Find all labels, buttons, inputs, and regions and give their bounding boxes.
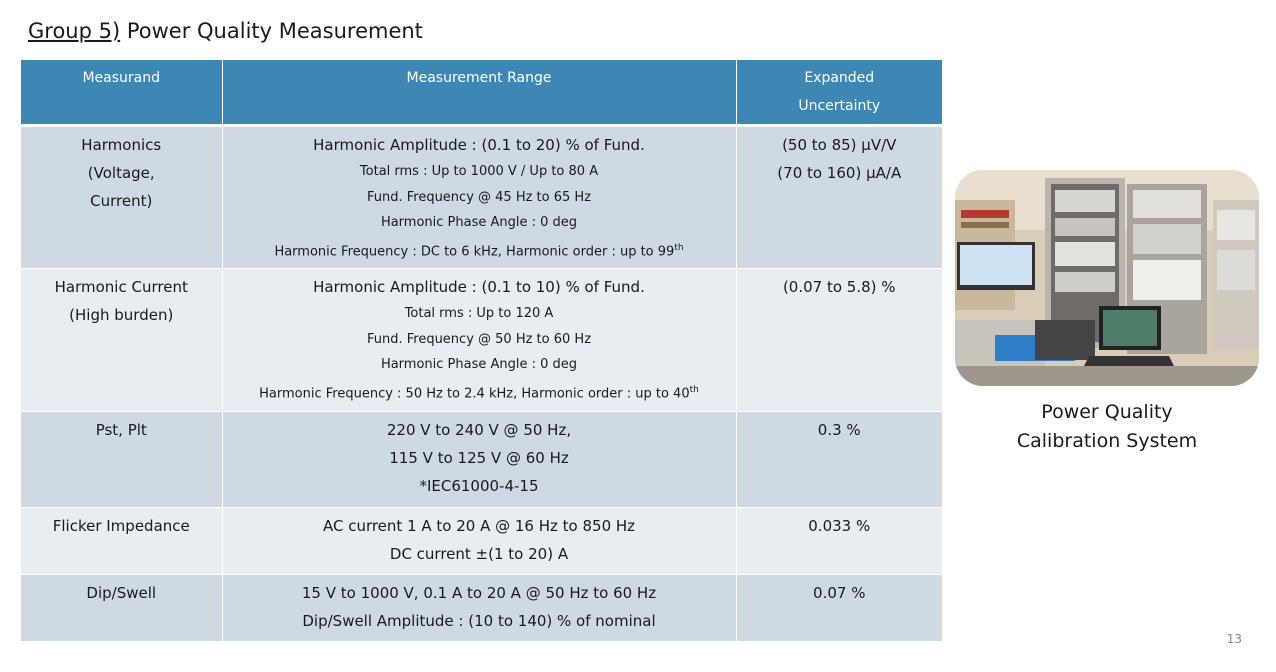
- table-header-row: [21, 60, 942, 126]
- table-row: [21, 269, 942, 411]
- photo-caption: Power Quality Calibration System: [1016, 401, 1198, 452]
- lab-photo: [955, 170, 1259, 386]
- uncertainty-cell: (0.07 to 5.8) %: [736, 269, 942, 411]
- measurand-cell: Dip/Swell: [21, 574, 222, 641]
- measurand-cell: Harmonics (Voltage, Current): [21, 126, 222, 269]
- table-row: [21, 126, 942, 269]
- uncertainty-cell: 0.07 %: [736, 574, 942, 641]
- page-number: 13: [1226, 632, 1242, 646]
- group-label: Group 5): [28, 19, 121, 43]
- uncertainty-cell: 0.3 %: [736, 411, 942, 507]
- slide-title: [28, 19, 423, 43]
- measurement-table: [21, 60, 942, 642]
- range-cell: AC current 1 A to 20 A @ 16 Hz to 850 Hz DC current ±(1 to 20) A: [222, 507, 736, 574]
- measurand-cell: Flicker Impedance: [21, 507, 222, 574]
- header-measurand: Measurand: [21, 60, 222, 126]
- header-expanded-uncertainty: Expanded Uncertainty: [736, 60, 942, 126]
- uncertainty-cell: (50 to 85) μV/V (70 to 160) μA/A: [736, 126, 942, 269]
- table-row: [21, 574, 942, 641]
- measurand-cell: Harmonic Current (High burden): [21, 269, 222, 411]
- title-text: Power Quality Measurement: [126, 19, 423, 43]
- calibration-lab-image: [955, 170, 1259, 386]
- header-measurement-range: Measurement Range: [222, 60, 736, 126]
- table-row: [21, 411, 942, 507]
- range-cell: Harmonic Amplitude : (0.1 to 10) % of Fund. Total rms : Up to 120 A Fund. Frequency @ 50 Hz to 60 Hz Harmonic Phase Angle : 0 deg Harmonic Frequency : 50 Hz to 2.4 kHz, Harmonic order : up to 40th: [222, 269, 736, 411]
- uncertainty-cell: 0.033 %: [736, 507, 942, 574]
- measurand-cell: Pst, Plt: [21, 411, 222, 507]
- range-cell: 220 V to 240 V @ 50 Hz, 115 V to 125 V @ 60 Hz *IEC61000-4-15: [222, 411, 736, 507]
- range-cell: Harmonic Amplitude : (0.1 to 20) % of Fund. Total rms : Up to 1000 V / Up to 80 A Fund. Frequency @ 45 Hz to 65 Hz Harmonic Phase Angle : 0 deg Harmonic Frequency : DC to 6 kHz, Harmonic order : up to 99th: [222, 126, 736, 269]
- range-cell: 15 V to 1000 V, 0.1 A to 20 A @ 50 Hz to 60 Hz Dip/Swell Amplitude : (10 to 140) % of nominal: [222, 574, 736, 641]
- table-row: [21, 507, 942, 574]
